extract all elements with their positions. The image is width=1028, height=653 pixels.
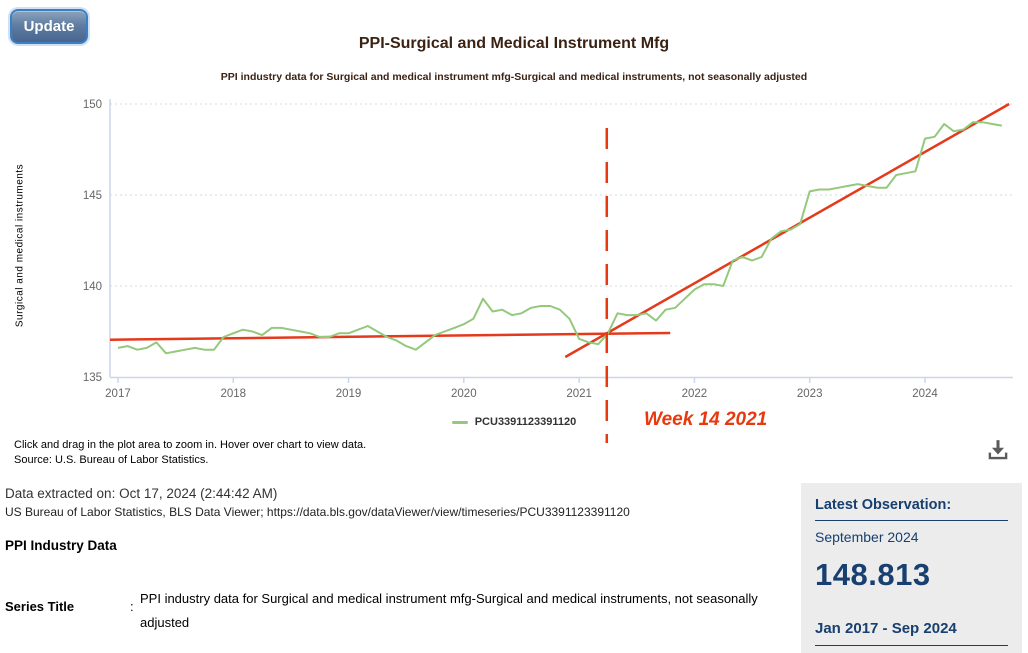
x-tick-label: 2017: [105, 388, 131, 400]
source-url-line: US Bureau of Labor Statistics, BLS Data Viewer; https://data.bls.gov/dataViewer/view/timeseries/PCU3391123391120: [5, 505, 630, 519]
y-tick-label: 140: [82, 281, 102, 293]
x-tick-label: 2023: [796, 388, 823, 400]
chart-title: PPI-Surgical and Medical Instrument Mfg: [358, 35, 670, 52]
series-title-label: Series Title: [5, 599, 75, 614]
ppi-industry-data-heading: PPI Industry Data: [5, 538, 117, 553]
update-button[interactable]: Update: [10, 9, 88, 44]
x-tick-label: 2021: [566, 388, 592, 400]
series-title-separator: :: [130, 599, 134, 614]
data-extracted-line: Data extracted on: Oct 17, 2024 (2:44:42 AM): [5, 486, 278, 501]
chart-notes: [14, 438, 366, 468]
ppi-line-chart[interactable]: [0, 85, 1028, 470]
y-tick-label: 135: [82, 372, 102, 384]
x-tick-label: 2020: [451, 388, 477, 400]
latest-observation-period: September 2024: [815, 529, 919, 545]
source-note: Source: U.S. Bureau of Labor Statistics.: [14, 454, 209, 466]
x-tick-label: 2019: [335, 388, 362, 400]
chart-subtitle: PPI industry data for Surgical and medical instrument mfg-Surgical and medical instruments, not seasonally adjusted: [220, 71, 808, 83]
observation-range: Jan 2017 - Sep 2024: [815, 620, 1008, 646]
legend[interactable]: [0, 416, 1028, 428]
latest-observation-panel: [801, 483, 1022, 653]
y-tick-label: 150: [82, 99, 102, 111]
download-icon[interactable]: [985, 438, 1011, 464]
latest-observation-value: 148.813: [815, 557, 931, 592]
series-title-value: PPI industry data for Surgical and medical instrument mfg-Surgical and medical instruments, not seasonally adjusted: [140, 591, 758, 630]
y-tick-label: 145: [82, 190, 102, 202]
x-tick-label: 2022: [681, 388, 708, 400]
zoom-hint-note: Click and drag in the plot area to zoom in. Hover over chart to view data.: [14, 439, 367, 451]
y-axis-title: Surgical and medical instruments: [14, 163, 26, 328]
ppi-series-line: [118, 122, 1002, 353]
latest-observation-heading: Latest Observation:: [815, 497, 1008, 521]
x-tick-label: 2018: [220, 388, 247, 400]
x-tick-label: 2024: [912, 388, 938, 400]
legend-swatch-green: [452, 421, 468, 424]
legend-series-label: PCU3391123391120: [474, 416, 577, 428]
week-annotation: Week 14 2021: [644, 409, 768, 430]
